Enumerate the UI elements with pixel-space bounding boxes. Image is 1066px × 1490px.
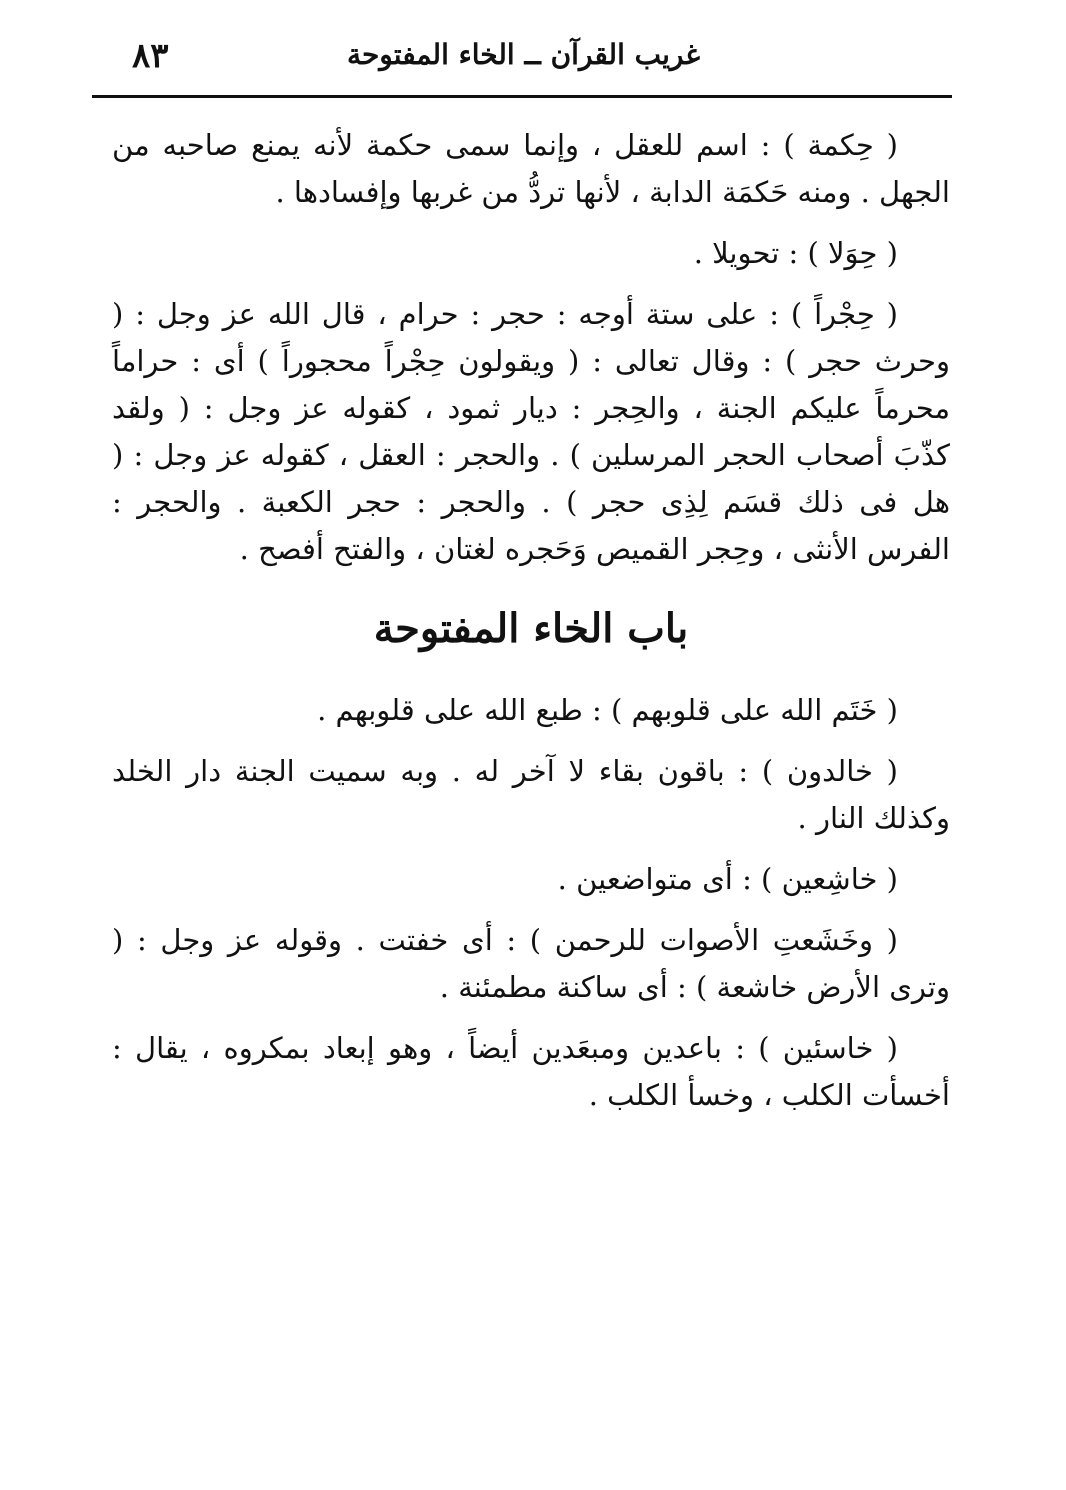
- entry-hijr: ( حِجْراً ) : على ستة أوجه : حجر : حرام ، قال الله عز وجل : ( وحرث حجر ) : وقال تعالى : ( ويقولون حِجْراً محجوراً ) أى : حراماً محرماً عليكم الجنة ، والحِجر : ديار ثمود ، كقوله عز وجل : ( ولقد كذّبَ أصحاب الحجر المرسلين ) . والحجر : العقل ، كقوله عز وجل : ( هل فى ذلك قسَم لِذِى حجر ) . والحجر : حجر الكعبة . والحجر : الفرس الأنثى ، وحِجر القميص وَحَجره لغتان ، والفتح أفصح .: [112, 297, 950, 566]
- entry-khasiin: ( خاسئين ) : باعدين ومبعَدين أيضاً ، وهو إبعاد بمكروه ، يقال : أخسأت الكلب ، وخسأ الكلب .: [112, 1031, 950, 1112]
- entry-hiwala: ( حِوَلا ) : تحويلا .: [693, 236, 898, 270]
- entry-khashiin: ( خاشِعين ) : أى متواضعين .: [557, 862, 898, 896]
- entry-khashaat: ( وخَشَعتِ الأصوات للرحمن ) : أى خفتت . وقوله عز وجل : ( وترى الأرض خاشعة ) : أى ساكنة مطمئنة .: [112, 923, 950, 1004]
- entry-hikma: ( حِكمة ) : اسم للعقل ، وإنما سمى حكمة لأنه يمنع صاحبه من الجهل . ومنه حَكمَة الدابة ، لأنها تردُّ من غربها وإفسادها .: [112, 128, 950, 209]
- page-body: [112, 122, 950, 1133]
- page-header: [92, 36, 950, 88]
- entry-khalidun: ( خالدون ) : باقون بقاء لا آخر له . وبه سميت الجنة دار الخلد وكذلك النار .: [112, 754, 950, 835]
- running-title: غريب القرآن ــ الخاء المفتوحة: [346, 38, 700, 71]
- page-number: ٨٣: [132, 36, 169, 76]
- entry-khatama: ( خَتَم الله على قلوبهم ) : طبع الله على قلوبهم .: [317, 693, 898, 727]
- header-rule: [92, 95, 952, 98]
- section-heading: باب الخاء المفتوحة: [373, 605, 689, 652]
